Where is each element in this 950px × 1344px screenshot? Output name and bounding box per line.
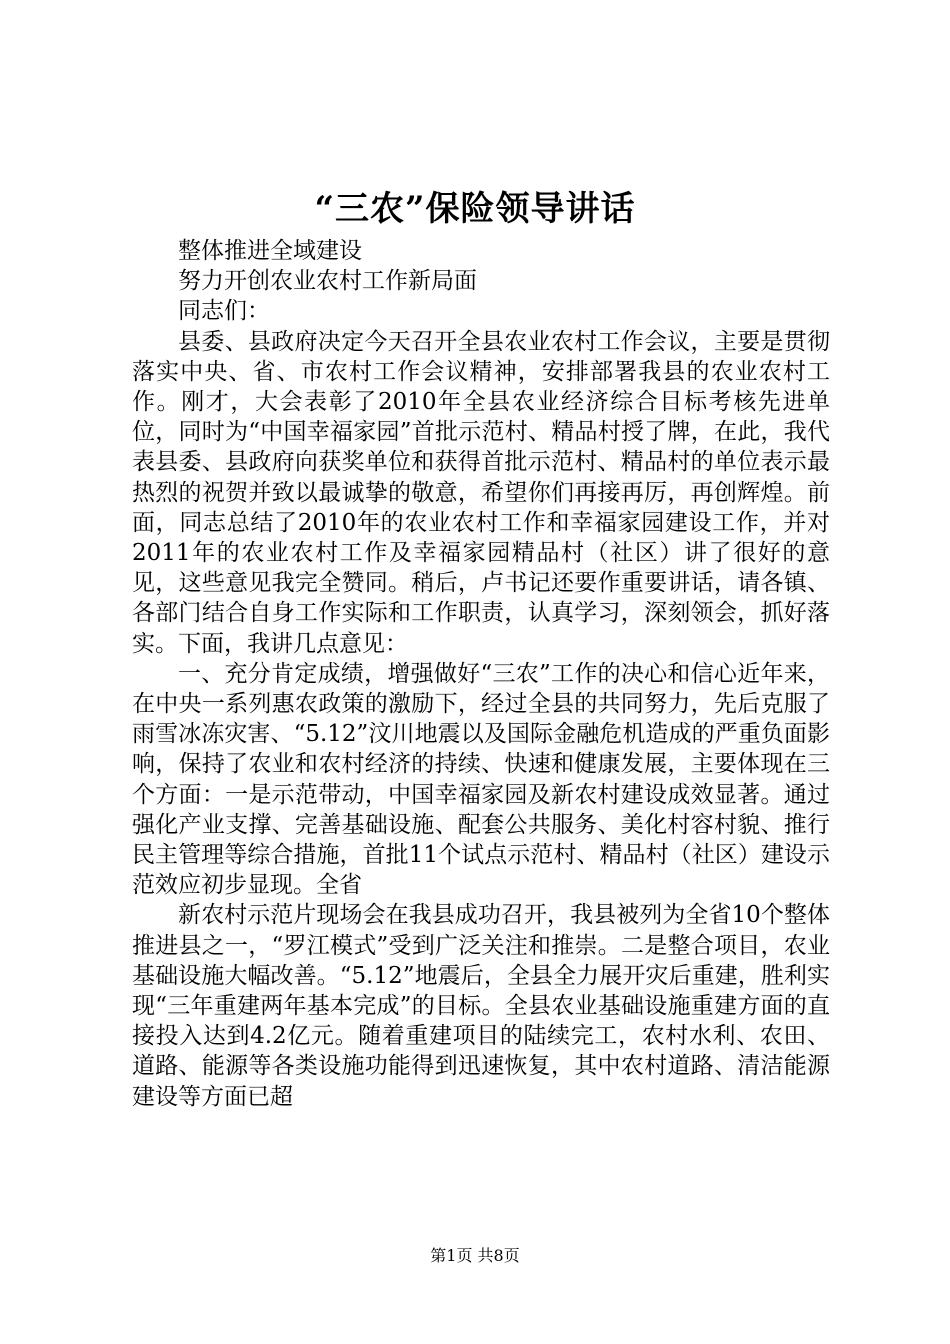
paragraph-intro: 县委、县政府决定今天召开全县农业农村工作会议，主要是贯彻落实中央、省、市农村工作会议精神，安排部署我县的农业农村工作。刚才，大会表彰了2010年全县农业经济综合目标考核先进单位，同时为“中国幸福家园”首批示范村、精品村授了牌，在此，我代表县委、县政府向获奖单位和获得首批示范村、精品村的单位表示最热烈的祝贺并致以最诚挚的敬意，希望你们再接再厉，再创辉煌。前面，同志总结了2010年的农业农村工作和幸福家园建设工作，并对2011年的农业农村工作及幸福家园精品村（社区）讲了很好的意见，这些意见我完全赞同。稍后，卢书记还要作重要讲话，请各镇、各部门结合自身工作实际和工作职责，认真学习，深刻领会，抓好落实。下面，我讲几点意见： <box>132 328 830 657</box>
document-body <box>132 236 830 1112</box>
page-title: “三农”保险领导讲话 <box>314 189 636 229</box>
salutation: 同志们： <box>178 298 270 325</box>
paragraph-section-one: 一、充分肯定成绩，增强做好“三农”工作的决心和信心近年来，在中央一系列惠农政策的激励下，经过全县的共同努力，先后克服了雨雪冰冻灾害、“5.12”汶川地震以及国际金融危机造成的严重负面影响，保持了农业和农村经济的持续、快速和健康发展，主要体现在三个方面：一是示范带动，中国幸福家园及新农村建设成效显著。通过强化产业支撑、完善基础设施、配套公共服务、美化村容村貌、推行民主管理等综合措施，首批11个试点示范村、精品村（社区）建设示范效应初步显现。全省 <box>132 660 830 899</box>
subtitle-line-1: 整体推进全域建设 <box>178 238 362 264</box>
page-number-footer: 第1页 共8页 <box>430 1246 520 1265</box>
subtitle-line-2: 努力开创农业农村工作新局面 <box>178 268 477 295</box>
paragraph-continuation: 新农村示范片现场会在我县成功召开，我县被列为全省10个整体推进县之一，“罗江模式”受到广泛关注和推崇。二是整合项目，农业基础设施大幅改善。“5.12”地震后，全县全力展开灾后重建，胜利实现“三年重建两年基本完成”的目标。全县农业基础设施重建方面的直接投入达到4.2亿元。随着重建项目的陆续完工，农村水利、农田、道路、能源等各类设施功能得到迅速恢复，其中农村道路、清洁能源建设等方面已超 <box>132 902 830 1110</box>
